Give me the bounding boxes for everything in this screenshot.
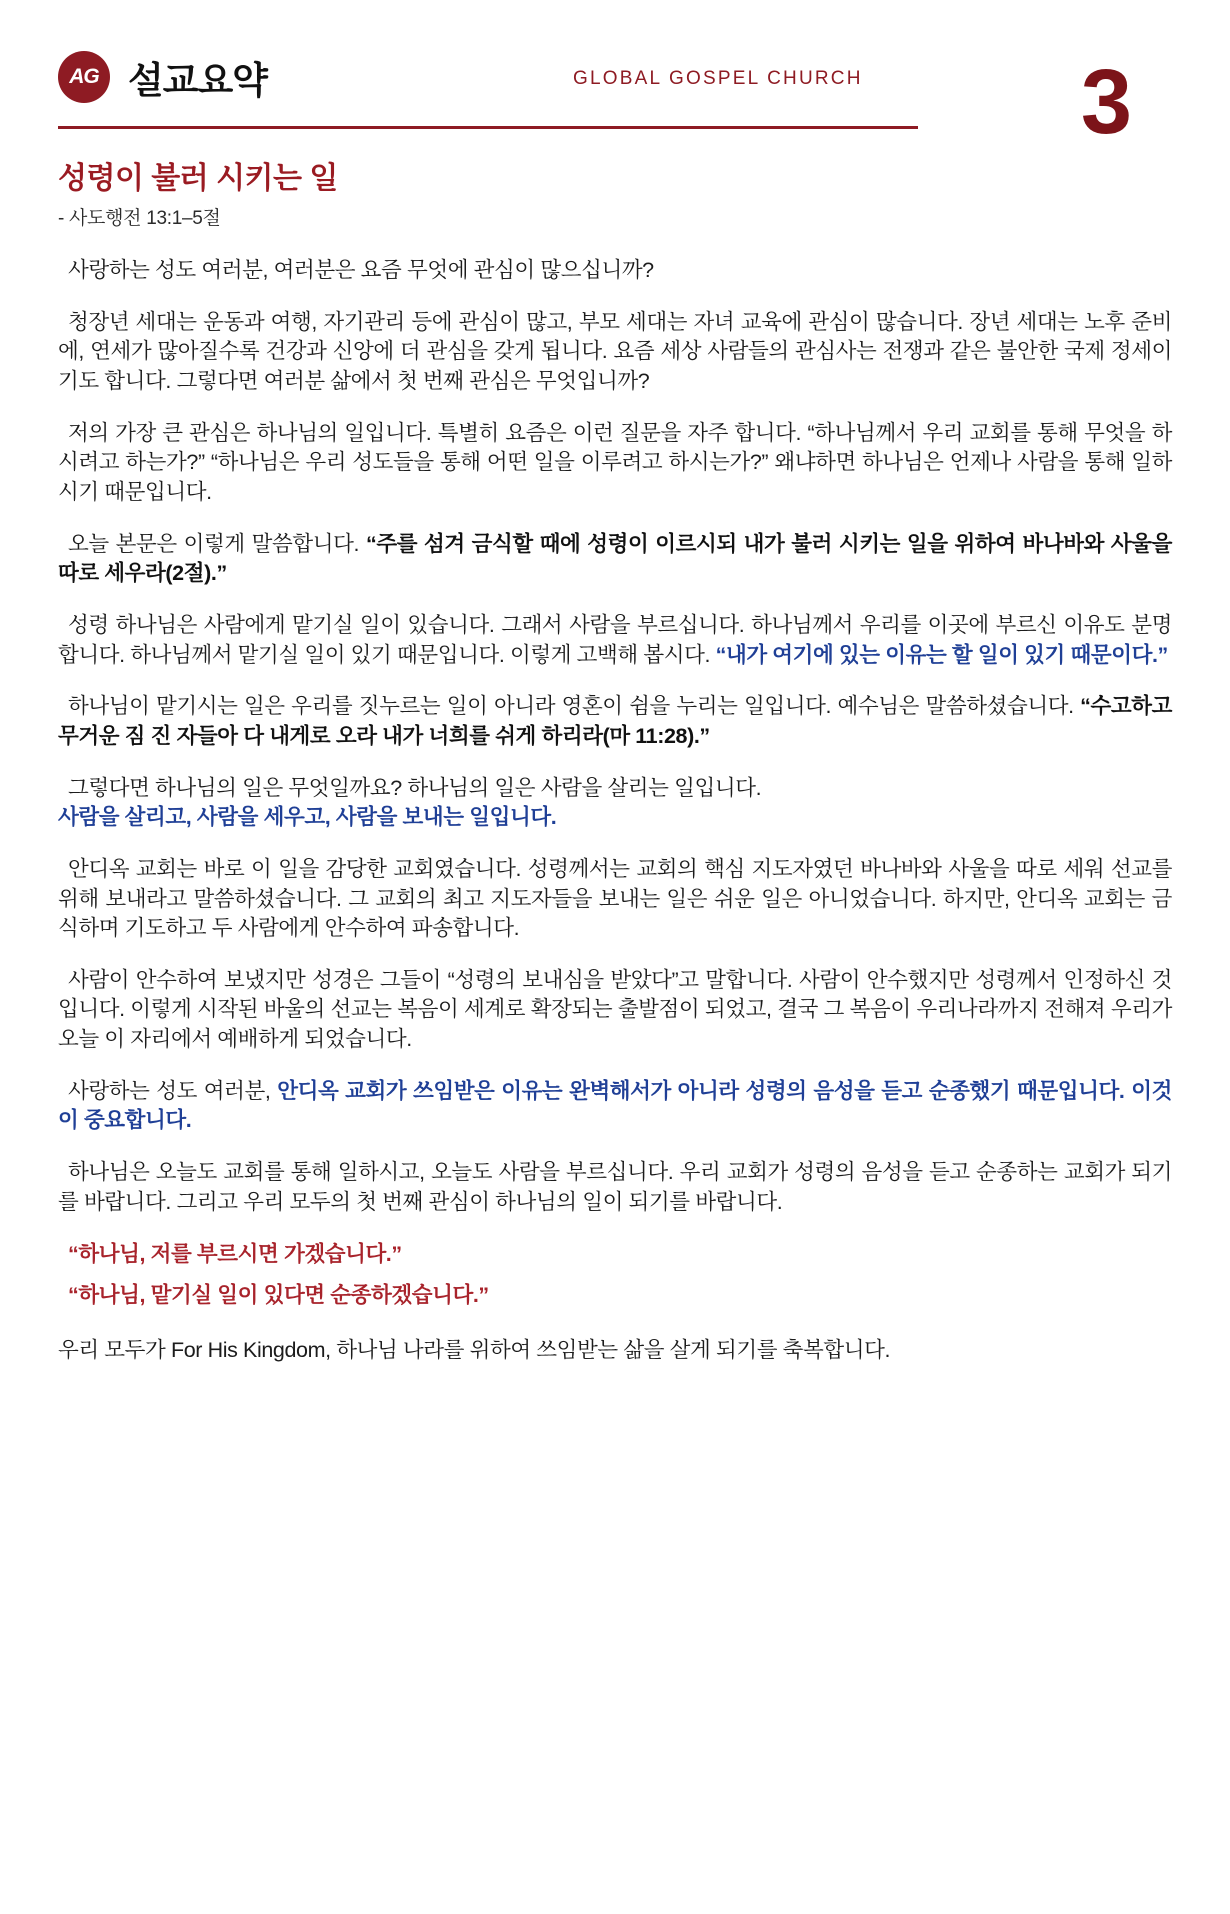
prayer-quotes	[58, 1239, 1172, 1310]
paragraph-12: 우리 모두가 For His Kingdom, 하나님 나라를 위하여 쓰임받는 삶을 살게 되기를 축복합니다.	[58, 1338, 891, 1363]
paragraph-9: 사람이 안수하여 보냈지만 성경은 그들이 “성령의 보내심을 받았다”고 말합니다. 사람이 안수했지만 성령께서 인정하신 것입니다. 이렇게 시작된 바울의 선교는 복음이 세계로 확장되는 출발점이 되었고, 결국 그 복음이 우리나라까지 전해져 우리가 오늘 이 자리에서 예배하게 되었습니다.	[58, 967, 1173, 1052]
paragraph-4	[58, 530, 1172, 589]
paragraph-6-lead: 하나님이 맡기시는 일은 우리를 짓누르는 일이 아니라 영혼이 쉼을 누리는 일입니다. 예수님은 말씀하셨습니다.	[68, 694, 1081, 719]
church-logo-icon: AG	[58, 51, 110, 103]
paragraph-5	[58, 611, 1172, 670]
prayer-quote-2: “하나님, 맡기실 일이 있다면 순종하겠습니다.”	[68, 1282, 489, 1307]
paragraph-7-lead: 그렇다면 하나님의 일은 무엇일까요? 하나님의 일은 사람을 살리는 일입니다.	[68, 775, 762, 800]
sermon-body	[58, 256, 1172, 1366]
paragraph-10	[58, 1077, 1172, 1136]
paragraph-10-lead: 사랑하는 성도 여러분,	[68, 1078, 278, 1103]
paragraph-5-lead: 성령 하나님은 사람에게 맡기실 일이 있습니다. 그래서 사람을 부르십니다. 하나님께서 우리를 이곳에 부르신 이유도 분명합니다. 하나님께서 맡기실 일이 있기 때문입니다. 이렇게 고백해 봅시다.	[58, 612, 1172, 667]
sermon-title: 성령이 불러 시키는 일	[58, 162, 338, 195]
paragraph-7	[58, 774, 1172, 833]
scripture-quote-acts: “주를 섬겨 금식할 때에 성령이 이르시되 내가 불러 시키는 일을 위하여 바나바와 사울을 따로 세우라(2절).”	[58, 531, 1172, 586]
paragraph-1: 사랑하는 성도 여러분, 여러분은 요즘 무엇에 관심이 많으십니까?	[68, 258, 654, 282]
page-number: 3	[1080, 51, 1132, 153]
paragraph-6	[58, 692, 1172, 751]
paragraph-3: 저의 가장 큰 관심은 하나님의 일입니다. 특별히 요즘은 이런 질문을 자주 합니다. “하나님께서 우리 교회를 통해 무엇을 하시려고 하는가?” “하나님은 우리 성도들을 통해 어떤 일을 이루려고 하시는가?” 왜냐하면 하나님은 언제나 사람을 통해 일하시기 때문입니다.	[58, 420, 1172, 504]
paragraph-11: 하나님은 오늘도 교회를 통해 일하시고, 오늘도 사람을 부르십니다. 우리 교회가 성령의 음성을 듣고 순종하는 교회가 되기를 바랍니다. 그리고 우리 모두의 첫 번째 관심이 하나님의 일이 되기를 바랍니다.	[58, 1160, 1172, 1214]
page-title: 설교요약	[128, 60, 267, 101]
scripture-quote-matthew: “수고하고 무거운 짐 진 자들아 다 내게로 오라 내가 너희를 쉬게 하리라(마 11:28).”	[58, 694, 1172, 748]
paragraph-4-lead: 오늘 본문은 이렇게 말씀합니다.	[68, 531, 366, 556]
confession-quote: “내가 여기에 있는 이유는 할 일이 있기 때문이다.”	[715, 642, 1168, 667]
gods-work-emphasis: 사람을 살리고, 사람을 세우고, 사람을 보내는 일입니다.	[58, 805, 557, 830]
header-divider	[58, 126, 918, 129]
page-header	[58, 38, 1172, 153]
antioch-emphasis: 안디옥 교회가 쓰임받은 이유는 완벽해서가 아니라 성령의 음성을 듣고 순종했기 때문입니다. 이것이 중요합니다.	[58, 1078, 1172, 1133]
church-name: GLOBAL GOSPEL CHURCH	[573, 68, 863, 89]
prayer-quote-1: “하나님, 저를 부르시면 가겠습니다.”	[68, 1242, 402, 1267]
paragraph-8: 안디옥 교회는 바로 이 일을 감당한 교회였습니다. 성령께서는 교회의 핵심 지도자였던 바나바와 사울을 따로 세워 선교를 위해 보내라고 말씀하셨습니다. 그 교회의 최고 지도자들을 보내는 일은 쉬운 일은 아니었습니다. 하지만, 안디옥 교회는 금식하며 기도하고 두 사람에게 안수하여 파송합니다.	[58, 856, 1172, 941]
scripture-reference: - 사도행전 13:1–5절	[58, 208, 221, 229]
paragraph-2: 청장년 세대는 운동과 여행, 자기관리 등에 관심이 많고, 부모 세대는 자녀 교육에 관심이 많습니다. 장년 세대는 노후 준비에, 연세가 많아질수록 건강과 신앙에 더 관심을 갖게 됩니다. 요즘 세상 사람들의 관심사는 전쟁과 같은 불안한 국제 정세이기도 합니다. 그렇다면 여러분 삶에서 첫 번째 관심은 무엇입니까?	[58, 309, 1172, 393]
